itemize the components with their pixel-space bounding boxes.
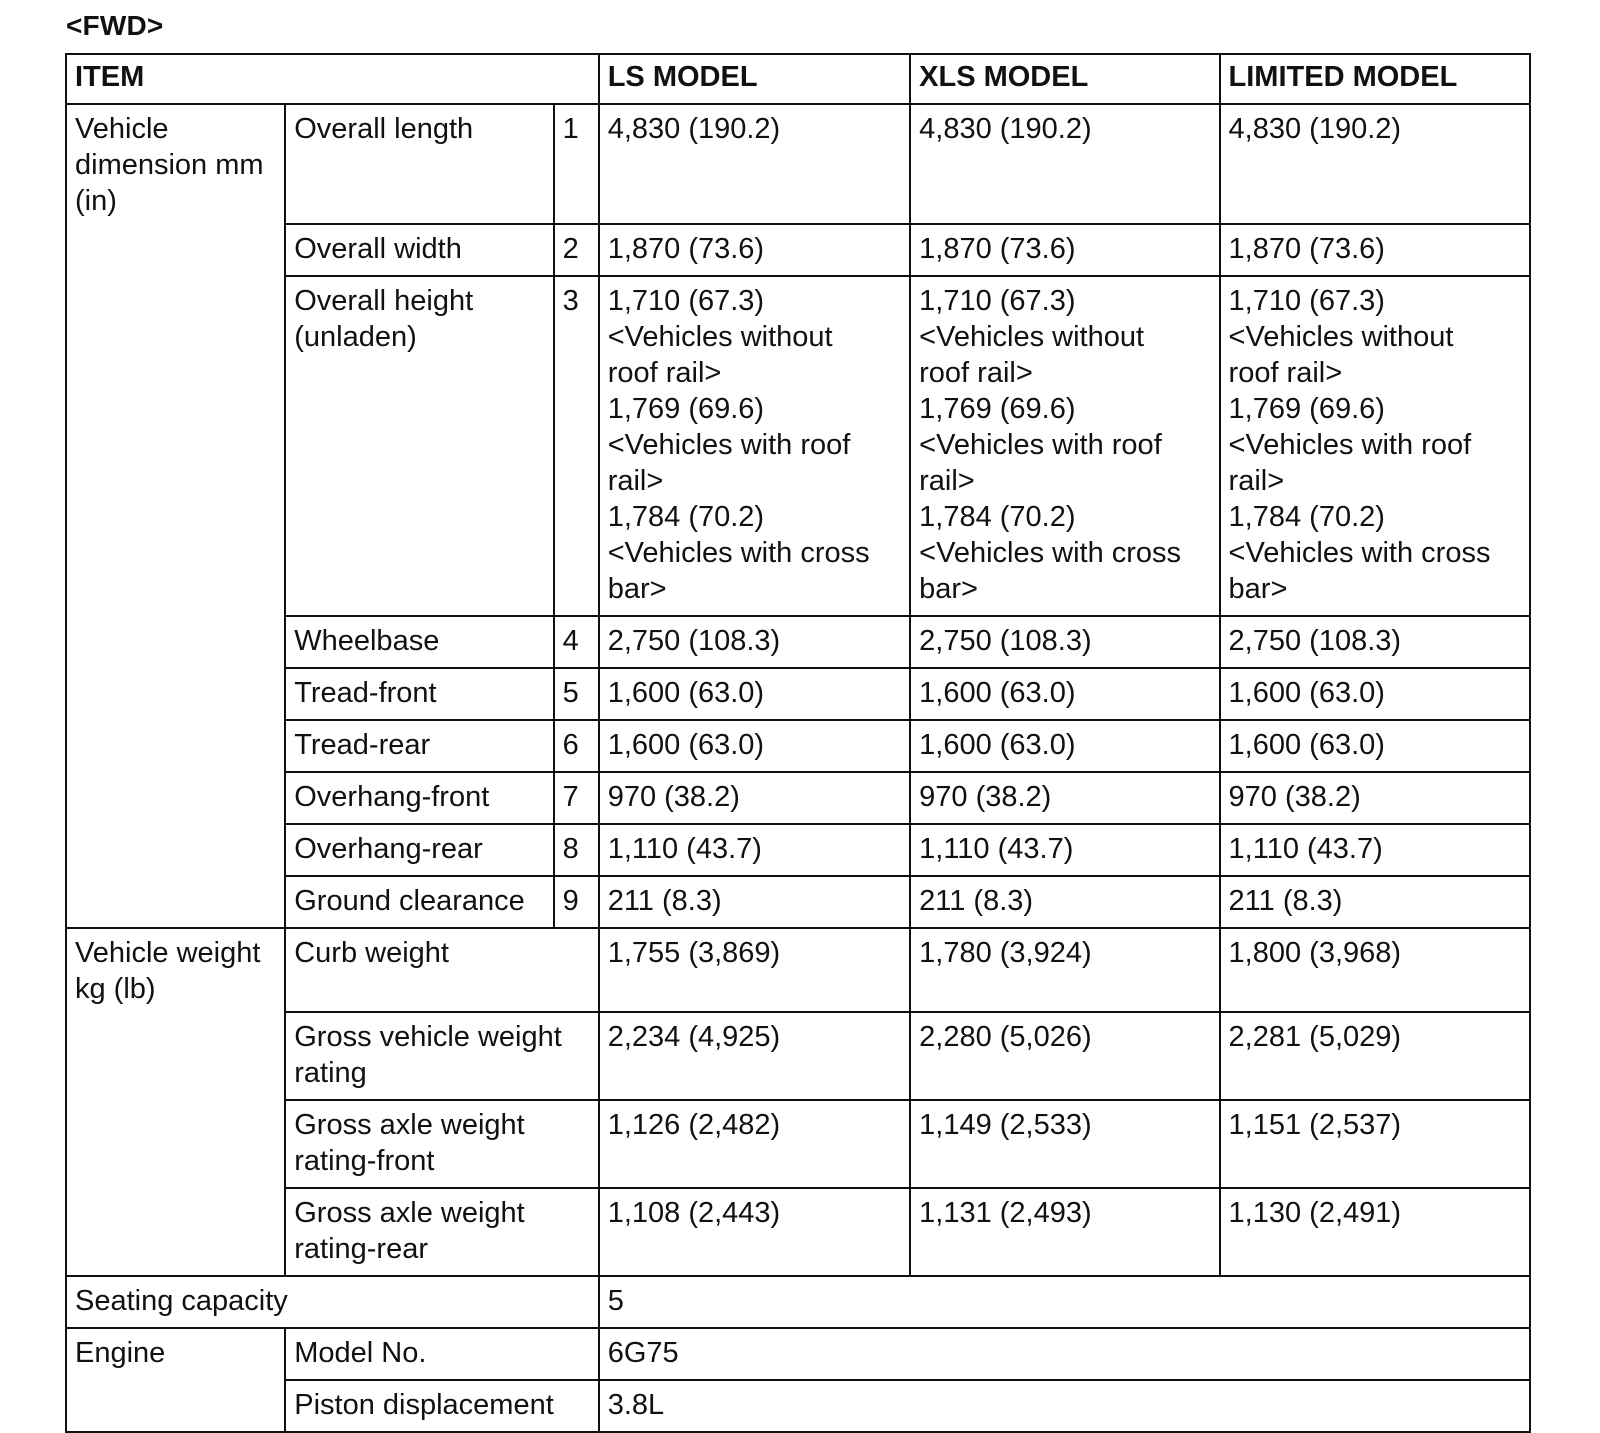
row-label: Gross axle weight rating-rear [285,1188,598,1276]
limited-value: 970 (38.2) [1220,772,1530,824]
group-seating-capacity: Seating capacity [66,1276,599,1328]
xls-value: 1,870 (73.6) [910,224,1219,276]
table-row [66,928,1530,1012]
row-label: Overall width [285,224,553,276]
row-label: Overall length [285,104,553,224]
xls-value: 4,830 (190.2) [910,104,1219,224]
ls-value: 1,710 (67.3) <Vehicles without roof rail> 1,769 (69.6) <Vehicles with roof rail> 1,784 (70.2) <Vehicles with cross bar> [599,276,910,616]
xls-value: 211 (8.3) [910,876,1219,928]
limited-value: 1,870 (73.6) [1220,224,1530,276]
ls-value: 4,830 (190.2) [599,104,910,224]
document-title: <FWD> [66,10,164,41]
limited-value: 1,800 (3,968) [1220,928,1530,1012]
row-number: 2 [554,224,599,276]
seating-value: 5 [599,1276,1530,1328]
limited-value: 1,110 (43.7) [1220,824,1530,876]
header-limited-model: LIMITED MODEL [1220,54,1530,104]
row-number: 9 [554,876,599,928]
row-label: Overhang-rear [285,824,553,876]
ls-value: 211 (8.3) [599,876,910,928]
table-row [66,1276,1530,1328]
ls-value: 1,126 (2,482) [599,1100,910,1188]
row-label: Tread-rear [285,720,553,772]
xls-value: 2,750 (108.3) [910,616,1219,668]
ls-value: 1,600 (63.0) [599,720,910,772]
limited-value: 1,600 (63.0) [1220,668,1530,720]
ls-value: 1,600 (63.0) [599,668,910,720]
table-row [66,1380,1530,1432]
limited-value: 4,830 (190.2) [1220,104,1530,224]
table-row [66,1188,1530,1276]
xls-value: 1,600 (63.0) [910,668,1219,720]
row-label: Ground clearance [285,876,553,928]
ls-value: 1,755 (3,869) [599,928,910,1012]
ls-value: 2,750 (108.3) [599,616,910,668]
limited-value: 1,710 (67.3) <Vehicles without roof rail> 1,769 (69.6) <Vehicles with roof rail> 1,784 (70.2) <Vehicles with cross bar> [1220,276,1530,616]
table-row [66,824,1530,876]
limited-value: 1,600 (63.0) [1220,720,1530,772]
group-vehicle-weight: Vehicle weight kg (lb) [66,928,285,1276]
xls-value: 2,280 (5,026) [910,1012,1219,1100]
ls-value: 1,108 (2,443) [599,1188,910,1276]
row-label: Tread-front [285,668,553,720]
row-label: Gross vehicle weight rating [285,1012,598,1100]
row-number: 3 [554,276,599,616]
group-engine: Engine [66,1328,285,1432]
header-item: ITEM [66,54,599,104]
table-row [66,224,1530,276]
table-row [66,104,1530,224]
table-row [66,1100,1530,1188]
row-number: 1 [554,104,599,224]
row-number: 6 [554,720,599,772]
xls-value: 1,600 (63.0) [910,720,1219,772]
engine-value: 3.8L [599,1380,1530,1432]
table-row [66,720,1530,772]
table-row [66,772,1530,824]
ls-value: 1,870 (73.6) [599,224,910,276]
table-row [66,668,1530,720]
table-row [66,1328,1530,1380]
table-row [66,276,1530,616]
xls-value: 1,149 (2,533) [910,1100,1219,1188]
row-label: Curb weight [285,928,598,1012]
row-number: 8 [554,824,599,876]
table-row [66,876,1530,928]
row-number: 7 [554,772,599,824]
xls-value: 1,710 (67.3) <Vehicles without roof rail> 1,769 (69.6) <Vehicles with roof rail> 1,784 (70.2) <Vehicles with cross bar> [910,276,1219,616]
group-vehicle-dimension: Vehicle dimension mm (in) [66,104,285,928]
ls-value: 1,110 (43.7) [599,824,910,876]
limited-value: 1,130 (2,491) [1220,1188,1530,1276]
xls-value: 1,110 (43.7) [910,824,1219,876]
xls-value: 1,131 (2,493) [910,1188,1219,1276]
row-label: Wheelbase [285,616,553,668]
header-row [66,54,1530,104]
limited-value: 211 (8.3) [1220,876,1530,928]
row-label: Gross axle weight rating-front [285,1100,598,1188]
row-label: Overall height (unladen) [285,276,553,616]
row-label: Model No. [285,1328,598,1380]
ls-value: 970 (38.2) [599,772,910,824]
limited-value: 1,151 (2,537) [1220,1100,1530,1188]
ls-value: 2,234 (4,925) [599,1012,910,1100]
row-number: 5 [554,668,599,720]
row-number: 4 [554,616,599,668]
xls-value: 970 (38.2) [910,772,1219,824]
row-label: Piston displacement [285,1380,598,1432]
row-label: Overhang-front [285,772,553,824]
header-xls-model: XLS MODEL [910,54,1219,104]
xls-value: 1,780 (3,924) [910,928,1219,1012]
table-row [66,616,1530,668]
table-row [66,1012,1530,1100]
header-ls-model: LS MODEL [599,54,910,104]
engine-value: 6G75 [599,1328,1530,1380]
limited-value: 2,750 (108.3) [1220,616,1530,668]
specification-table [65,53,1531,1433]
limited-value: 2,281 (5,029) [1220,1012,1530,1100]
